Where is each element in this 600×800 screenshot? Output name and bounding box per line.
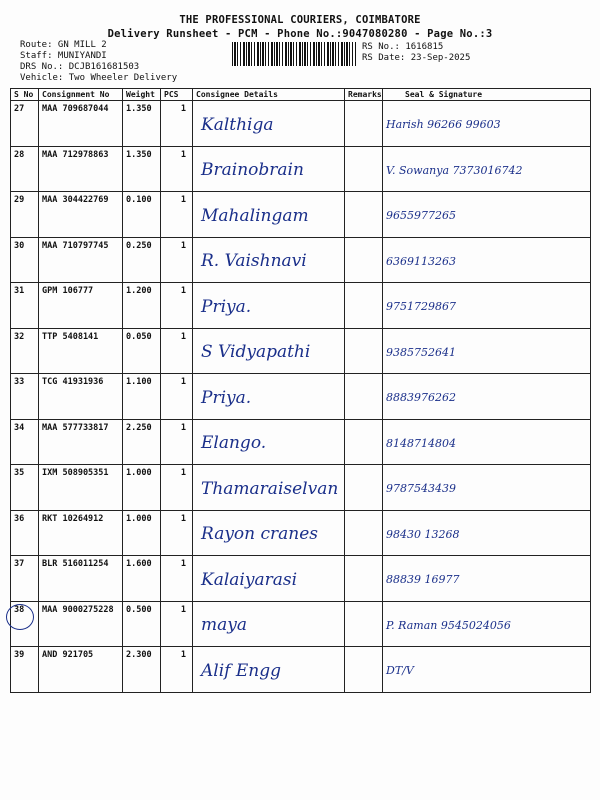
table-header-row [11,89,591,101]
weight: 1.200 [123,283,161,329]
table-row [11,647,591,693]
pieces: 1 [161,374,193,420]
consignee-name: Priya. [193,283,345,329]
table-row [11,192,591,238]
runsheet-table [10,88,591,693]
row-sno: 30 [11,237,39,283]
weight: 1.350 [123,146,161,192]
table-row [11,601,591,647]
row-sno: 37 [11,556,39,602]
weight: 2.250 [123,419,161,465]
weight: 1.000 [123,465,161,511]
signature: 9751729867 [383,283,591,329]
remarks [345,146,383,192]
table-row [11,328,591,374]
pieces: 1 [161,237,193,283]
consignment-number: MAA 304422769 [39,192,123,238]
signature: 8883976262 [383,374,591,420]
signature: 9787543439 [383,465,591,511]
staff-label: Staff: MUNIYANDI [20,51,107,61]
signature: Harish 96266 99603 [383,101,591,147]
consignee-name: Brainobrain [193,146,345,192]
runsheet-subtitle: Delivery Runsheet - PCM - Phone No.:9047080280 - Page No.:3 [107,28,493,40]
consignee-name: S Vidyapathi [193,328,345,374]
weight: 0.500 [123,601,161,647]
table-row [11,465,591,511]
remarks [345,556,383,602]
signature: P. Raman 9545024056 [383,601,591,647]
consignee-name: Elango. [193,419,345,465]
consignment-number: TTP 5408141 [39,328,123,374]
row-sno: 35 [11,465,39,511]
signature: 9385752641 [383,328,591,374]
pieces: 1 [161,647,193,693]
vehicle-label: Vehicle: Two Wheeler Delivery [20,73,178,83]
consignee-name: Alif Engg [193,647,345,693]
rs-date: RS Date: 23-Sep-2025 [362,53,471,63]
pieces: 1 [161,419,193,465]
col-weight: Weight [123,89,161,101]
remarks [345,465,383,511]
row-sno: 32 [11,328,39,374]
pieces: 1 [161,556,193,602]
row-sno: 36 [11,510,39,556]
remarks [345,510,383,556]
consignee-name: Kalthiga [193,101,345,147]
weight: 1.000 [123,510,161,556]
table-row [11,374,591,420]
consignee-name: Kalaiyarasi [193,556,345,602]
signature: 8148714804 [383,419,591,465]
col-signature: Seal & Signature [383,89,591,101]
col-remarks: Remarks [345,89,383,101]
consignee-name: Rayon cranes [193,510,345,556]
signature: DT/V [383,647,591,693]
signature: 6369113263 [383,237,591,283]
consignment-number: GPM 106777 [39,283,123,329]
row-sno: 38 [11,601,39,647]
route-label: Route: GN MILL 2 [20,40,107,50]
row-sno: 29 [11,192,39,238]
remarks [345,601,383,647]
remarks [345,101,383,147]
row-sno: 33 [11,374,39,420]
consignment-number: MAA 577733817 [39,419,123,465]
col-sno: S No [11,89,39,101]
signature: 98430 13268 [383,510,591,556]
consignee-name: maya [193,601,345,647]
pieces: 1 [161,465,193,511]
weight: 0.050 [123,328,161,374]
remarks [345,419,383,465]
table-row [11,237,591,283]
pieces: 1 [161,192,193,238]
table-body [11,101,591,693]
weight: 0.250 [123,237,161,283]
pieces: 1 [161,510,193,556]
row-sno: 34 [11,419,39,465]
consignment-number: IXM 508905351 [39,465,123,511]
drs-label: DRS No.: DCJB161681503 [20,62,140,72]
consignment-number: BLR 516011254 [39,556,123,602]
weight: 0.100 [123,192,161,238]
row-sno: 31 [11,283,39,329]
consignee-name: Mahalingam [193,192,345,238]
consignee-name: Priya. [193,374,345,420]
pieces: 1 [161,101,193,147]
row-39-circle-mark [6,604,34,630]
consignee-name: Thamaraiselvan [193,465,345,511]
pieces: 1 [161,328,193,374]
consignment-number: RKT 10264912 [39,510,123,556]
remarks [345,374,383,420]
company-title: THE PROFESSIONAL COURIERS, COIMBATORE [179,14,421,26]
consignment-number: MAA 710797745 [39,237,123,283]
table-row [11,146,591,192]
row-sno: 39 [11,647,39,693]
table-row [11,101,591,147]
consignment-number: MAA 9000275228 [39,601,123,647]
rs-number: RS No.: 1616815 [362,42,444,52]
consignment-number: AND 921705 [39,647,123,693]
signature: V. Sowanya 7373016742 [383,146,591,192]
table-row [11,556,591,602]
consignment-number: MAA 712978863 [39,146,123,192]
consignment-number: MAA 709687044 [39,101,123,147]
weight: 1.600 [123,556,161,602]
col-pcs: PCS [161,89,193,101]
col-consignee: Consignee Details [193,89,345,101]
remarks [345,237,383,283]
table-row [11,510,591,556]
barcode [232,42,356,66]
col-consignment: Consignment No [39,89,123,101]
consignment-number: TCG 41931936 [39,374,123,420]
consignee-name: R. Vaishnavi [193,237,345,283]
remarks [345,283,383,329]
weight: 1.100 [123,374,161,420]
pieces: 1 [161,146,193,192]
pieces: 1 [161,283,193,329]
row-sno: 27 [11,101,39,147]
signature: 88839 16977 [383,556,591,602]
table-row [11,419,591,465]
weight: 2.300 [123,647,161,693]
pieces: 1 [161,601,193,647]
remarks [345,328,383,374]
remarks [345,647,383,693]
remarks [345,192,383,238]
signature: 9655977265 [383,192,591,238]
weight: 1.350 [123,101,161,147]
row-sno: 28 [11,146,39,192]
table-row [11,283,591,329]
